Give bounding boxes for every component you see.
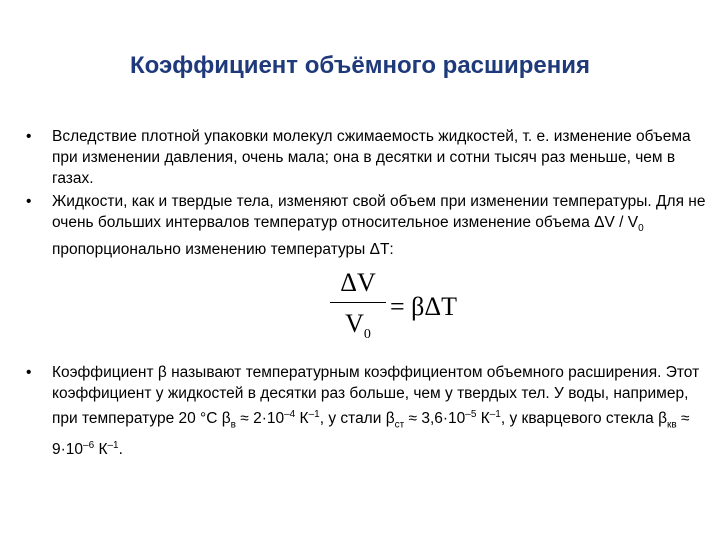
bullet-text-tail: пропорционально изменению температуры ΔТ: [52, 241, 394, 259]
subscript: кв [667, 419, 677, 431]
formula [26, 264, 706, 354]
superscript: –6 [83, 440, 95, 452]
bullet-text: Коэффициент β называют температурным коэффициентом объемного расширения. Этот коэффициент у жидкостей в десятки раз больше, чем у твердых тел. У воды, например, при температуре 20 °С β [52, 364, 700, 428]
text-run: К [94, 441, 108, 459]
text-run: К [476, 410, 490, 428]
text-run: , у стали β [319, 410, 395, 428]
formula-numerator: ΔV [340, 268, 376, 298]
subscript: в [230, 419, 236, 431]
superscript: –4 [284, 409, 296, 421]
formula-denominator [330, 307, 386, 352]
bullet-text: Вследствие плотной упаковки молекул сжимаемость жидкостей, т. е. изменение объема при изменении давления, очень мала; она в десятки и сотни тысяч раз меньше, чем в газах. [52, 128, 691, 187]
superscript: –1 [107, 440, 119, 452]
denominator-subscript: 0 [363, 327, 371, 343]
fraction-bar [330, 302, 386, 303]
superscript: –1 [489, 409, 501, 421]
superscript: –1 [308, 409, 320, 421]
text-run: ≈ 2·10 [235, 410, 285, 428]
formula-rhs: = βΔT [390, 292, 457, 322]
slide-title: Коэффициент объёмного расширения [129, 52, 591, 79]
text-run: , у кварцевого стекла β [500, 410, 668, 428]
bullet-dot: • [26, 364, 32, 382]
subscript: ст [394, 419, 405, 431]
bullet-dot: • [26, 128, 32, 145]
superscript: –5 [465, 409, 477, 421]
bullet-list [26, 126, 706, 461]
denominator-symbol: V [345, 309, 364, 339]
bullet-item-thermal-expansion [26, 191, 706, 260]
text-run: ≈ 3,6·10 [404, 410, 466, 428]
bullet-item-compressibility [26, 126, 706, 189]
text-run: ≈ 9·10 [52, 410, 690, 459]
bullet-dot: • [26, 193, 32, 210]
bullet-item-coefficient [26, 362, 706, 460]
text-run: . [118, 441, 123, 459]
formula-fraction [330, 266, 386, 352]
subscript: 0 [638, 223, 644, 235]
bullet-text: Жидкости, как и твердые тела, изменяют свой объем при изменении температуры. Для не очень больших интервалов температур относительное изменение объема ΔV / V [52, 193, 706, 231]
text-run: К [295, 410, 309, 428]
